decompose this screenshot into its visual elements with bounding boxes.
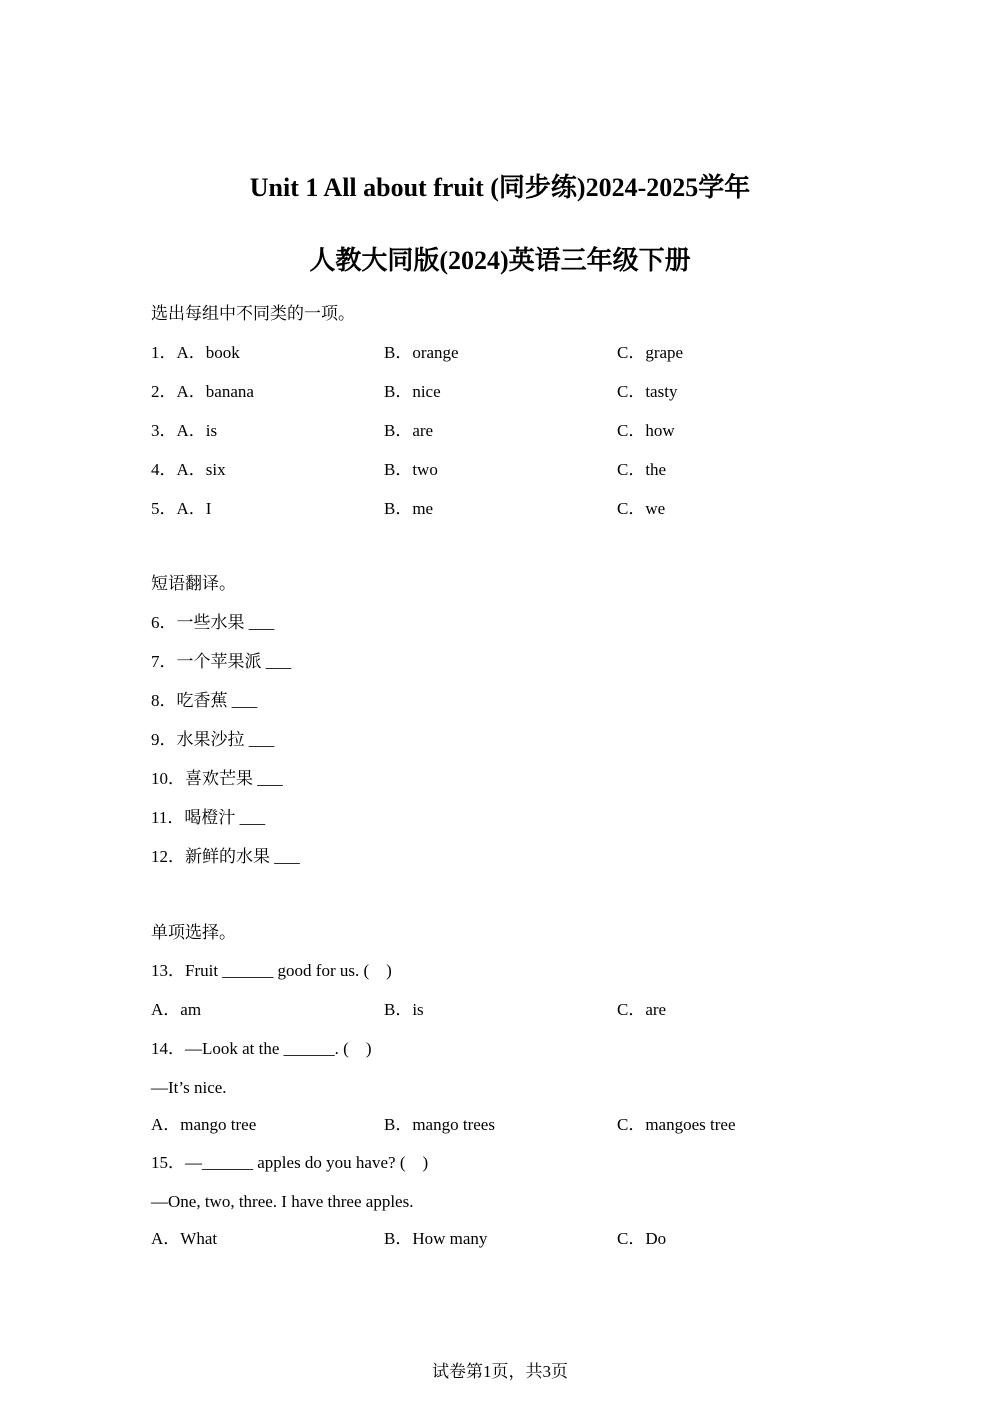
translation-item: 6．一些水果 ___ — [151, 613, 275, 632]
option-c: C．we — [617, 499, 666, 518]
question-15-reply: —One, two, three. I have three apples. — [151, 1192, 414, 1211]
question-14-stem: 14．—Look at the ______. ( ) — [151, 1039, 372, 1058]
option-a: A．What — [151, 1229, 218, 1248]
translation-item: 11．喝橙汁 ___ — [151, 808, 266, 827]
option-a: A．mango tree — [151, 1115, 257, 1134]
translation-item: 10．喜欢芒果 ___ — [151, 769, 283, 788]
section2-heading: 短语翻译。 — [151, 574, 236, 593]
option-b: B．nice — [384, 382, 441, 401]
option-a: 4．A．six — [151, 460, 226, 479]
translation-item: 12．新鲜的水果 ___ — [151, 847, 300, 866]
option-b: B．two — [384, 460, 438, 479]
section3-heading: 单项选择。 — [151, 923, 236, 942]
page-footer: 试卷第1页，共3页 — [432, 1362, 568, 1381]
question-15-stem: 15．—______ apples do you have? ( ) — [151, 1153, 429, 1172]
option-a: 1．A．book — [151, 343, 240, 362]
question-14-reply: —It’s nice. — [151, 1078, 227, 1097]
question-13-stem: 13．Fruit ______ good for us. ( ) — [151, 961, 392, 980]
option-c: C．are — [617, 1000, 667, 1019]
option-c: C．how — [617, 421, 675, 440]
title-line-2: 人教大同版(2024)英语三年级下册 — [309, 246, 691, 275]
option-b: B．mango trees — [384, 1115, 495, 1134]
option-b: B．is — [384, 1000, 424, 1019]
option-c: C．tasty — [617, 382, 678, 401]
option-a: A．am — [151, 1000, 202, 1019]
option-a: 5．A．I — [151, 499, 212, 518]
option-a: 2．A．banana — [151, 382, 254, 401]
option-c: C．mangoes tree — [617, 1115, 736, 1134]
option-b: B．How many — [384, 1229, 488, 1248]
translation-item: 8．吃香蕉 ___ — [151, 691, 258, 710]
option-a: 3．A．is — [151, 421, 218, 440]
translation-item: 9．水果沙拉 ___ — [151, 730, 275, 749]
option-b: B．me — [384, 499, 434, 518]
section1-heading: 选出每组中不同类的一项。 — [151, 304, 355, 323]
translation-item: 7．一个苹果派 ___ — [151, 652, 292, 671]
title-line-1: Unit 1 All about fruit (同步练)2024-2025学年 — [249, 173, 751, 202]
option-c: C．grape — [617, 343, 684, 362]
option-b: B．orange — [384, 343, 459, 362]
option-b: B．are — [384, 421, 434, 440]
option-c: C．the — [617, 460, 667, 479]
option-c: C．Do — [617, 1229, 667, 1248]
